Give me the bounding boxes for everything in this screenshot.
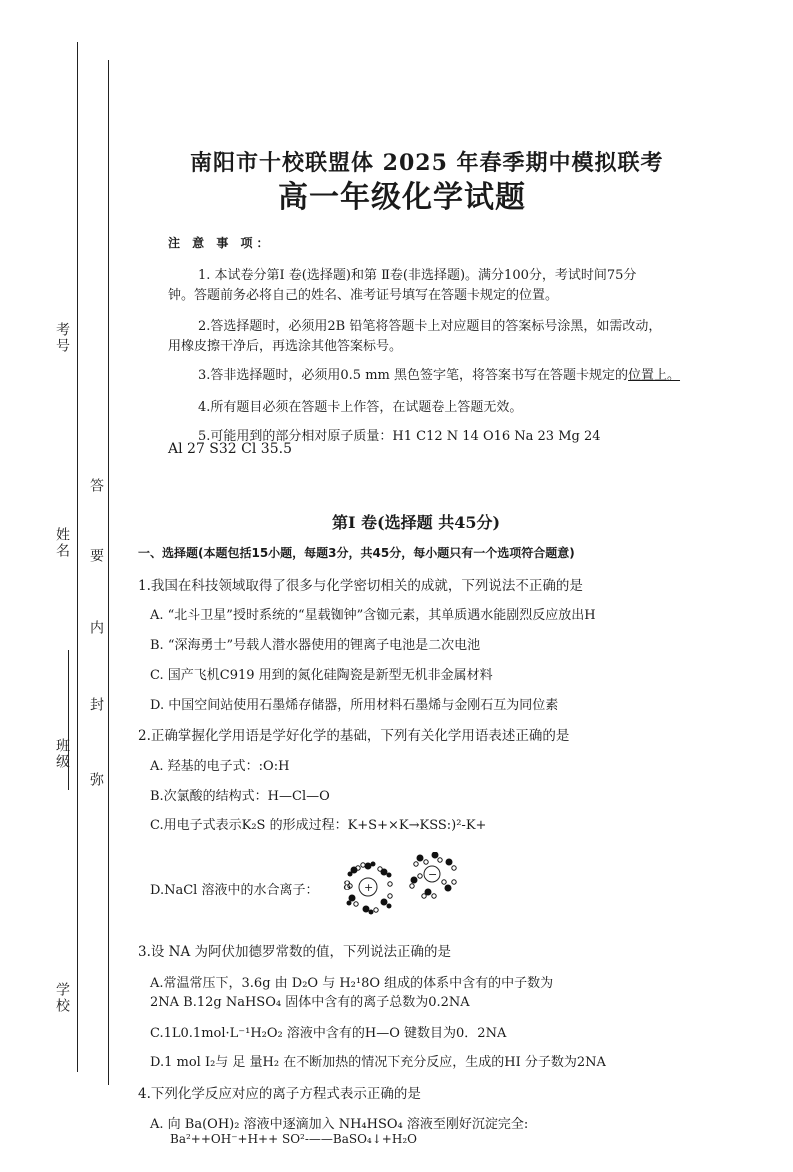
seal-char-yao: 要 [88, 548, 104, 564]
notice-item-3 [198, 364, 680, 383]
seal-char-da: 答 [88, 478, 104, 494]
svg-text:+: + [364, 881, 374, 894]
notice-item-2-line1: 2.答选择题时，必须用2B 铅笔将答题卡上对应题目的答案标号涂黑，如需改动， [198, 319, 662, 334]
notice-item-4: 4.所有题目必须在答题卡上作答，在试题卷上答题无效。 [198, 400, 523, 415]
section-heading: 一、选择题(本题包括15小题，每题3分，共45分，每小题只有一个选项符合题意) [138, 546, 575, 560]
name-label: 姓名 [54, 527, 70, 559]
q2-option-c: C.用电子式表示K₂S 的形成过程：K+S+×K→KSS:)²-K+ [150, 818, 487, 833]
notice-item-1-line1: 1. 本试卷分第Ⅰ 卷(选择题)和第 Ⅱ卷(非选择题)。满分100分，考试时间75分 [198, 268, 637, 283]
notice-item-3-underlined: 位置上。 [628, 368, 681, 383]
notice-item-1-line2: 钟。答题前务必将自己的姓名、准考证号填写在答题卡规定的位置。 [168, 288, 559, 303]
q3-option-b: 2NA B.12g NaHSO₄ 固体中含有的离子总数为0.2NA [150, 995, 470, 1010]
svg-text:−: − [428, 868, 438, 881]
exam-title: 南阳市十校联盟体 2025 年春季期中模拟联考 [190, 150, 664, 176]
notice-item-5-line2: Al 27 S32 Cl 35.5 [168, 441, 292, 457]
hydrated-anion-diagram [408, 852, 458, 900]
seal-char-mi: 弥 [88, 772, 104, 788]
q1-stem: 1.我国在科技领域取得了很多与化学密切相关的成就，下列说法不正确的是 [138, 578, 583, 594]
q1-option-d: D. 中国空间站使用石墨烯存储器，所用材料石墨烯与金刚石互为同位素 [150, 698, 559, 713]
part1-title: 第Ⅰ 卷(选择题 共45分) [332, 513, 501, 532]
notice-heading: 注 意 事 项： [168, 236, 273, 250]
notice-item-3-text: 3.答非选择题时，必须用0.5 mm 黑色签字笔，将答案书写在答题卡规定的 [198, 368, 628, 383]
binding-line-inner [108, 60, 109, 1085]
notice-item-2-line2: 用橡皮擦干净后，再选涂其他答案标号。 [168, 339, 403, 354]
hydrated-ion-label: 8 [343, 879, 352, 894]
q2-option-b: B.次氯酸的结构式：H—Cl—O [150, 789, 330, 804]
q3-option-d: D.1 mol I₂与 足 量H₂ 在不断加热的情况下充分反应，生成的HI 分子数为2NA [150, 1055, 606, 1070]
seal-char-nei: 内 [88, 620, 104, 636]
q1-option-b: B. “深海勇士”号载人潜水器使用的锂离子电池是二次电池 [150, 638, 481, 653]
q2-option-a: A. 羟基的电子式：:O:H [150, 759, 290, 774]
q4-stem: 4.下列化学反应对应的离子方程式表示正确的是 [138, 1086, 421, 1102]
q3-option-a: A.常温常压下，3.6g 由 D₂O 与 H₂¹8O 组成的体系中含有的中子数为 [150, 976, 554, 991]
binding-line-outer [77, 42, 78, 1072]
q4-option-a-line2: Ba²++OH⁻+H++ SO²-——BaSO₄↓+H₂O [170, 1132, 417, 1146]
q3-option-c: C.1L0.1mol·L⁻¹H₂O₂ 溶液中含有的H—O 键数目为0．2NA [150, 1026, 507, 1041]
q2-stem: 2.正确掌握化学用语是学好化学的基础，下列有关化学用语表述正确的是 [138, 728, 570, 744]
q2-option-d: D.NaCl 溶液中的水合离子： [150, 883, 319, 898]
exam-no-label: 考号 [54, 322, 70, 354]
hydrated-cation-diagram [346, 860, 398, 916]
q1-option-a: A. “北斗卫星”授时系统的“星载铷钟”含铷元素，其单质遇水能剧烈反应放出H [150, 608, 596, 623]
q1-option-c: C. 国产飞机C919 用到的氮化硅陶瓷是新型无机非金属材料 [150, 668, 493, 683]
q4-option-a-line1: A. 向 Ba(OH)₂ 溶液中逐滴加入 NH₄HSO₄ 溶液至刚好沉淀完全: [150, 1117, 529, 1132]
q3-stem: 3.设 NA 为阿伏加德罗常数的值，下列说法正确的是 [138, 944, 452, 960]
exam-subtitle: 高一年级化学试题 [278, 180, 526, 215]
school-label: 学校 [54, 982, 70, 1014]
seal-char-feng: 封 [88, 697, 104, 713]
class-label: 班级 [54, 738, 70, 770]
notice-item-5-line1: 5.可能用到的部分相对原子质量：H1 C12 N 14 O16 Na 23 Mg 24 [198, 429, 601, 444]
